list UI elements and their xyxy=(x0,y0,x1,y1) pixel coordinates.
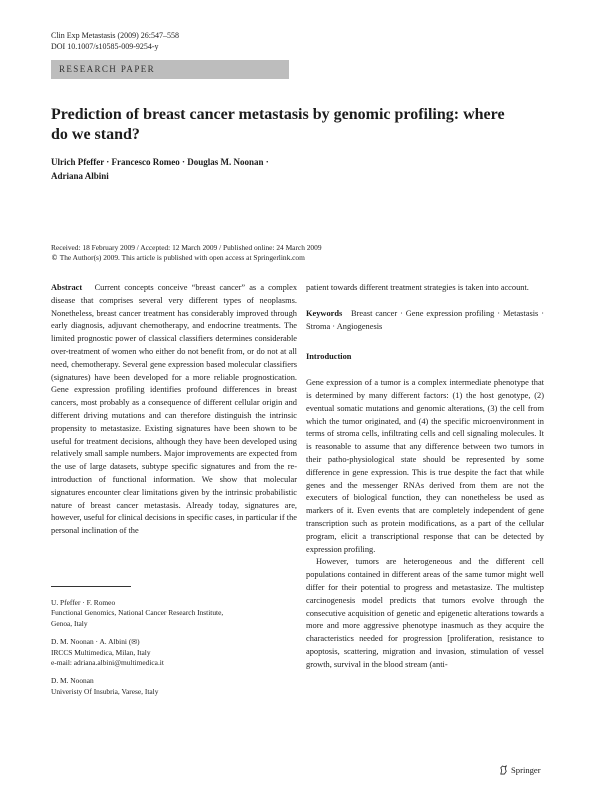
abstract-continuation: patient towards different treatment strategies is taken into account. xyxy=(306,283,529,292)
author-list xyxy=(51,155,381,183)
publication-history xyxy=(51,243,551,263)
affiliation-1 xyxy=(51,598,297,629)
affiliation-institution: Functional Genomics, National Cancer Research Institute, xyxy=(51,608,224,618)
affiliations xyxy=(51,598,297,705)
journal-line: Clin Exp Metastasis (2009) 26:547–558 xyxy=(51,31,179,40)
keywords-block xyxy=(306,308,544,334)
introduction-paragraph-1: Gene expression of a tumor is a complex intermediate phenotype that is determined by many different factors: (1) the host genotype, (2) eventual somatic mutations and genomic alterations, (3) the cell from which the tumor originated, and (4) the specific microenvironment in terms of stroma cells, infiltrating cells and cell signaling molecules. It is reasonable to assume that any difference between two tumors in their patho-physiological state should be represented by some difference in gene expression. This is true despite the fact that while genes and the messenger RNAs derived from them are not the executers of biological function, they can nonetheless be used as markers of it. Even events that are completely independent of gene transcription such as protein modifications, as a part of the cellular program, elicit a transcriptional response that can be detected by expression profiling. xyxy=(306,378,544,554)
keywords-text: Breast cancer · Gene expression profiling · Metastasis · Stroma · Angiogenesis xyxy=(306,308,545,331)
keywords-heading: Keywords xyxy=(306,308,343,318)
affiliation-names: U. Pfeffer · F. Romeo xyxy=(51,598,116,607)
affiliation-email[interactable]: e-mail: adriana.albini@multimedica.it xyxy=(51,658,164,668)
copyright-icon: © xyxy=(51,254,58,262)
introduction-paragraph-2: However, tumors are heterogeneous and the different cell populations contained in different areas of the same tumor might well differ for their potential to progress and metastasize. The multistep carcinogenesis model predicts that tumors evolve through the consecutive acquisition of genetic and epigenetic alterations towards a more and more aggressive phenotype inasmuch as they acquire the characteristics needed for progression [proliferation, resistance to apoptosis, scattering, migration and invasion, stimulation of vessel growth, survival in the blood stream (anti- xyxy=(306,557,544,669)
copyright-line xyxy=(51,253,551,263)
springer-horse-icon xyxy=(499,765,508,775)
article-title: Prediction of breast cancer metastasis by genomic profiling: where do we stand? xyxy=(51,106,505,143)
article-type-banner xyxy=(51,60,289,79)
publisher-footer xyxy=(499,765,541,775)
abstract-heading: Abstract xyxy=(51,283,83,292)
affiliation-2 xyxy=(51,637,297,668)
affiliation-names: D. M. Noonan xyxy=(51,676,94,686)
affiliation-city: Genoa, Italy xyxy=(51,618,88,628)
authors-line-2: Adriana Albini xyxy=(51,171,109,181)
affiliation-names: D. M. Noonan · A. Albini xyxy=(51,637,127,647)
envelope-icon: ✉ xyxy=(131,638,138,647)
right-column xyxy=(306,282,544,672)
publisher-name: Springer xyxy=(511,765,541,775)
affiliation-names-row: D. M. Noonan · A. Albini (✉) xyxy=(51,637,140,647)
article-type-label: RESEARCH PAPER xyxy=(59,64,156,74)
journal-citation xyxy=(51,31,179,52)
doi-line: DOI 10.1007/s10585-009-9254-y xyxy=(51,41,159,51)
authors-line-1: Ulrich Pfeffer · Francesco Romeo · Douglas M. Noonan · xyxy=(51,157,269,167)
abstract-block xyxy=(51,282,297,538)
introduction-heading: Introduction xyxy=(306,352,352,362)
abstract-text: Current concepts conceive “breast cancer” as a complex disease that comprises several very different types of neoplasms. Nonetheless, breast cancer treatment has considerably improved through early diagnosis, adjuvant chemotherapy, and endocrine treatments. The limited prognostic power of classical classifiers determines considerable over-treatment of women who either do not benefit from, or do not at all need, chemotherapy. Several gene expression based molecular classifiers (signatures) have been developed for a more reliable prognostication. Gene expression profiling identifies profound differences in breast cancers, most probably as a consequence of different cellular origin and different driving mutations and can therefore distinguish the intrinsic propensity to metastasize. Existing signatures have been shown to be useful for treatment decisions, although they have been developed using relatively small sample numbers. Major improvements are expected from the use of large datasets, subtype specific signatures and from the re-introduction of functional information. We show that molecular signatures encounter clear limitations given by the intrinsic probabilistic nature of breast cancer metastasis. Already today, signatures are, however, useful for clinical decisions in specific cases, in particular if the personal inclination of the xyxy=(51,283,298,536)
affiliation-3 xyxy=(51,676,297,697)
dates-line: Received: 18 February 2009 / Accepted: 12 March 2009 / Published online: 24 March 2009 xyxy=(51,243,322,252)
footnote-divider xyxy=(51,586,131,587)
affiliation-institution: Univeristy Of Insubria, Varese, Italy xyxy=(51,686,159,696)
copyright-text: The Author(s) 2009. This article is published with open access at Springerlink.com xyxy=(59,253,305,262)
affiliation-institution: IRCCS Multimedica, Milan, Italy xyxy=(51,647,151,657)
